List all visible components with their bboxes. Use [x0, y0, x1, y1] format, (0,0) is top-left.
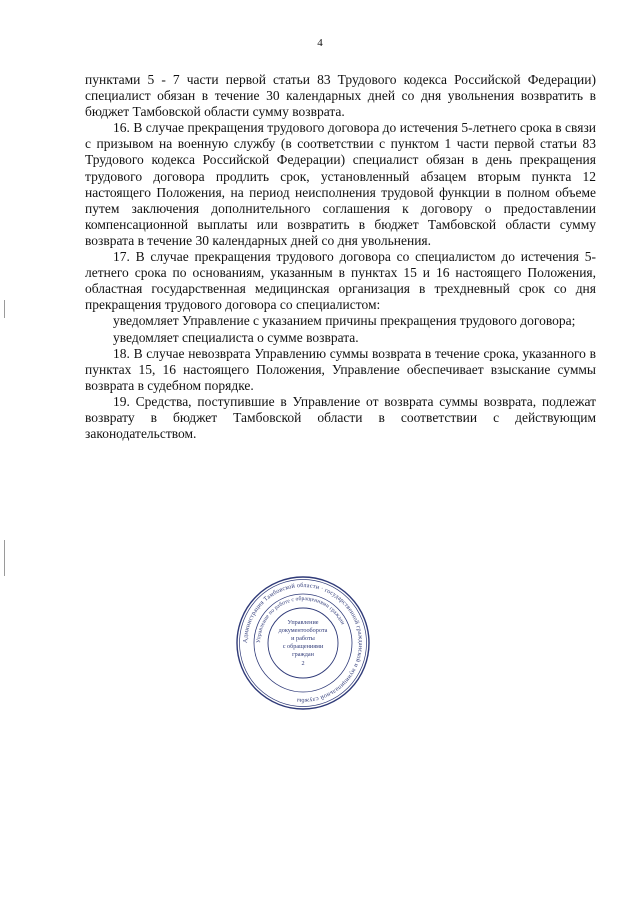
- stamp-seal-icon: [233, 573, 373, 713]
- stamp-center-line: Управление: [287, 619, 319, 626]
- scan-artifact: [4, 540, 5, 576]
- page-number: 4: [317, 37, 323, 49]
- paragraph-17-notify-management: уведомляет Управление с указанием причины прекращения трудового договора;: [113, 313, 576, 329]
- stamp-center-line: и работы: [291, 635, 315, 642]
- paragraph-18: 18. В случае невозврата Управлению суммы возврата в течение срока, указанного в пунктах 15, 16 настоящего Положения, Управление обеспечивает взыскание суммы возврата в судебном порядке.: [85, 345, 596, 393]
- paragraph-continuation: пунктами 5 - 7 части первой статьи 83 Трудового кодекса Российской Федерации) специалист обязан в течение 30 календарных дней со дня увольнения возвратить в бюджет Тамбовской области сумму возврата.: [85, 72, 596, 120]
- stamp-center-line: документооборота: [278, 627, 328, 634]
- official-stamp: [233, 573, 373, 713]
- paragraph-19: 19. Средства, поступившие в Управление от возврата суммы возврата, подлежат возврату в бюджет Тамбовской области в соответствии с действующим законодательством.: [85, 393, 596, 442]
- stamp-inner-text: Управление по работе с обращениями граждан: [255, 595, 346, 644]
- stamp-center-line: с обращениями: [282, 643, 324, 650]
- scan-artifact: [4, 300, 5, 318]
- document-body: [85, 72, 596, 442]
- stamp-number: 2: [301, 660, 305, 667]
- stamp-center-line: граждан: [292, 651, 314, 658]
- paragraph-17-notify-specialist: уведомляет специалиста о сумме возврата.: [113, 329, 359, 345]
- stamp-outer-text: Администрация Тамбовской области · государственной гражданской и муниципальной службы: [241, 581, 365, 705]
- paragraph-16: 16. В случае прекращения трудового договора до истечения 5-летнего срока в связи с призывом на военную службу (в соответствии с пунктом 1 части первой статьи 83 Трудового кодекса Российской Федерации) специалист обязан в день прекращения трудового договора продлить срок, установленный абзацем вторым пункта 12 настоящего Положения, на период неисполнения трудовой функции в полном объеме путем заключения дополнительного соглашения к договору о предоставлении компенсационной выплаты или возвратить в бюджет Тамбовской области сумму возврата в течение 30 календарных дней со дня увольнения.: [85, 120, 596, 248]
- paragraph-17: 17. В случае прекращения трудового договора со специалистом до истечения 5-летнего срока по основаниям, указанным в пунктах 15 и 16 настоящего Положения, областная государственная медицинская организация в трехдневный срок со дня прекращения трудового договора со специалистом:: [85, 249, 596, 313]
